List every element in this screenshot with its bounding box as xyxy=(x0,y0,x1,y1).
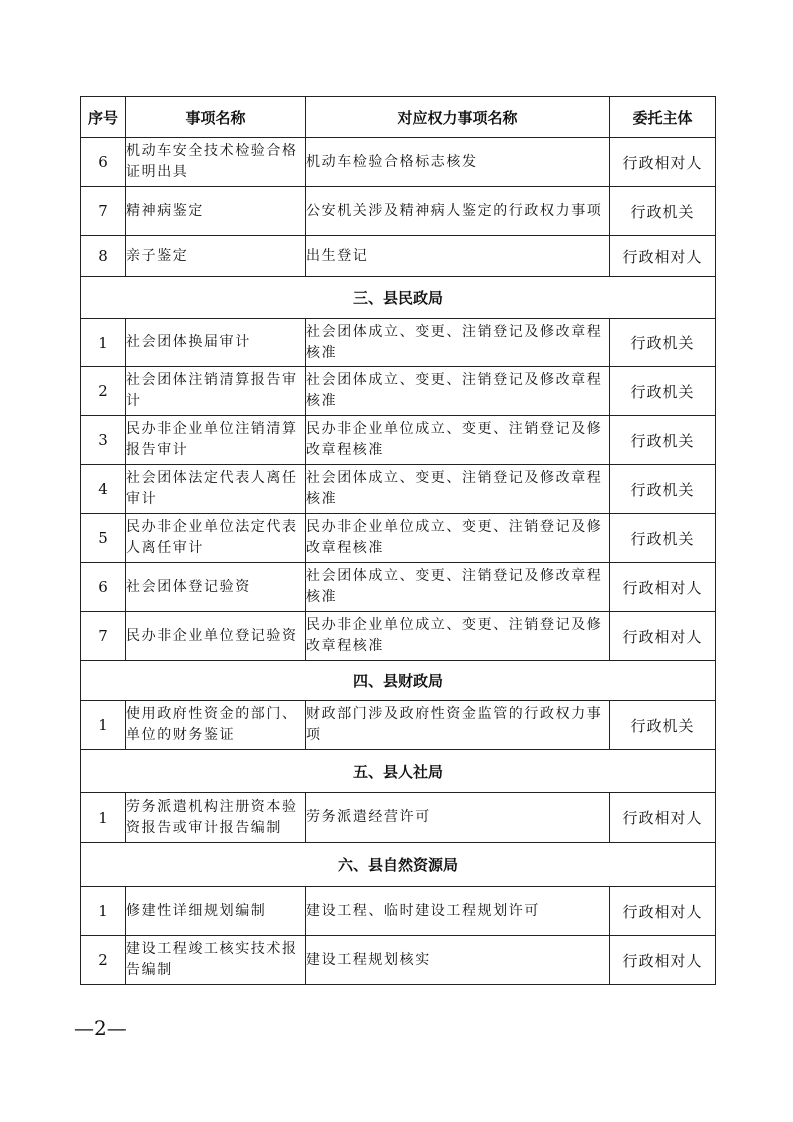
entrust-subject: 行政机关 xyxy=(610,416,716,465)
table-row xyxy=(81,367,716,416)
power-item-name: 社会团体成立、变更、注销登记及修改章程核准 xyxy=(306,563,610,612)
entrust-subject: 行政相对人 xyxy=(610,236,716,277)
table-row xyxy=(81,236,716,277)
row-number: 2 xyxy=(81,936,126,985)
entrust-subject: 行政机关 xyxy=(610,319,716,367)
row-number: 6 xyxy=(81,138,126,187)
table-row xyxy=(81,514,716,563)
header-item-name: 事项名称 xyxy=(126,97,306,138)
section-title: 五、县人社局 xyxy=(81,750,716,793)
table-row xyxy=(81,416,716,465)
item-name: 建设工程竣工核实技术报告编制 xyxy=(126,936,306,985)
row-number: 1 xyxy=(81,793,126,843)
item-name: 使用政府性资金的部门、单位的财务鉴证 xyxy=(126,701,306,750)
row-number: 4 xyxy=(81,465,126,514)
section-title: 六、县自然资源局 xyxy=(81,843,716,887)
section-row xyxy=(81,277,716,319)
power-item-name: 民办非企业单位成立、变更、注销登记及修改章程核准 xyxy=(306,514,610,563)
header-power-name: 对应权力事项名称 xyxy=(306,97,610,138)
item-name: 民办非企业单位法定代表人离任审计 xyxy=(126,514,306,563)
header-no: 序号 xyxy=(81,97,126,138)
power-item-name: 公安机关涉及精神病人鉴定的行政权力事项 xyxy=(306,187,610,236)
table-row xyxy=(81,465,716,514)
entrust-subject: 行政相对人 xyxy=(610,563,716,612)
entrust-subject: 行政相对人 xyxy=(610,887,716,936)
entrust-subject: 行政机关 xyxy=(610,367,716,416)
table-row xyxy=(81,138,716,187)
item-name: 精神病鉴定 xyxy=(126,187,306,236)
item-name: 劳务派遣机构注册资本验资报告或审计报告编制 xyxy=(126,793,306,843)
power-item-name: 建设工程、临时建设工程规划许可 xyxy=(306,887,610,936)
header-entrust-subject: 委托主体 xyxy=(610,97,716,138)
section-title: 四、县财政局 xyxy=(81,661,716,701)
entrust-subject: 行政机关 xyxy=(610,465,716,514)
row-number: 6 xyxy=(81,563,126,612)
row-number: 8 xyxy=(81,236,126,277)
power-item-name: 社会团体成立、变更、注销登记及修改章程核准 xyxy=(306,465,610,514)
row-number: 3 xyxy=(81,416,126,465)
entrust-subject: 行政机关 xyxy=(610,701,716,750)
section-title: 三、县民政局 xyxy=(81,277,716,319)
row-number: 5 xyxy=(81,514,126,563)
power-item-name: 建设工程规划核实 xyxy=(306,936,610,985)
item-name: 社会团体注销清算报告审计 xyxy=(126,367,306,416)
entrust-subject: 行政相对人 xyxy=(610,138,716,187)
table-row xyxy=(81,936,716,985)
section-row xyxy=(81,661,716,701)
row-number: 7 xyxy=(81,187,126,236)
row-number: 7 xyxy=(81,612,126,661)
power-item-name: 出生登记 xyxy=(306,236,610,277)
page-number: —2— xyxy=(74,1016,127,1040)
table-row xyxy=(81,793,716,843)
power-item-name: 民办非企业单位成立、变更、注销登记及修改章程核准 xyxy=(306,416,610,465)
power-item-name: 社会团体成立、变更、注销登记及修改章程核准 xyxy=(306,319,610,367)
item-name: 机动车安全技术检验合格证明出具 xyxy=(126,138,306,187)
table-row xyxy=(81,701,716,750)
item-name: 修建性详细规划编制 xyxy=(126,887,306,936)
power-item-name: 社会团体成立、变更、注销登记及修改章程核准 xyxy=(306,367,610,416)
row-number: 1 xyxy=(81,701,126,750)
table-body xyxy=(81,138,716,985)
table-row xyxy=(81,187,716,236)
item-name: 亲子鉴定 xyxy=(126,236,306,277)
entrust-subject: 行政相对人 xyxy=(610,936,716,985)
power-item-name: 机动车检验合格标志核发 xyxy=(306,138,610,187)
row-number: 2 xyxy=(81,367,126,416)
section-row xyxy=(81,843,716,887)
item-name: 社会团体登记验资 xyxy=(126,563,306,612)
row-number: 1 xyxy=(81,319,126,367)
table-row xyxy=(81,887,716,936)
power-items-table xyxy=(80,96,716,985)
table-row xyxy=(81,563,716,612)
section-row xyxy=(81,750,716,793)
row-number: 1 xyxy=(81,887,126,936)
entrust-subject: 行政相对人 xyxy=(610,793,716,843)
entrust-subject: 行政机关 xyxy=(610,187,716,236)
item-name: 民办非企业单位注销清算报告审计 xyxy=(126,416,306,465)
power-item-name: 劳务派遣经营许可 xyxy=(306,793,610,843)
item-name: 民办非企业单位登记验资 xyxy=(126,612,306,661)
table-row xyxy=(81,612,716,661)
item-name: 社会团体换届审计 xyxy=(126,319,306,367)
entrust-subject: 行政机关 xyxy=(610,514,716,563)
table-header-row xyxy=(81,97,716,138)
table-row xyxy=(81,319,716,367)
item-name: 社会团体法定代表人离任审计 xyxy=(126,465,306,514)
entrust-subject: 行政相对人 xyxy=(610,612,716,661)
power-item-name: 财政部门涉及政府性资金监管的行政权力事项 xyxy=(306,701,610,750)
power-item-name: 民办非企业单位成立、变更、注销登记及修改章程核准 xyxy=(306,612,610,661)
